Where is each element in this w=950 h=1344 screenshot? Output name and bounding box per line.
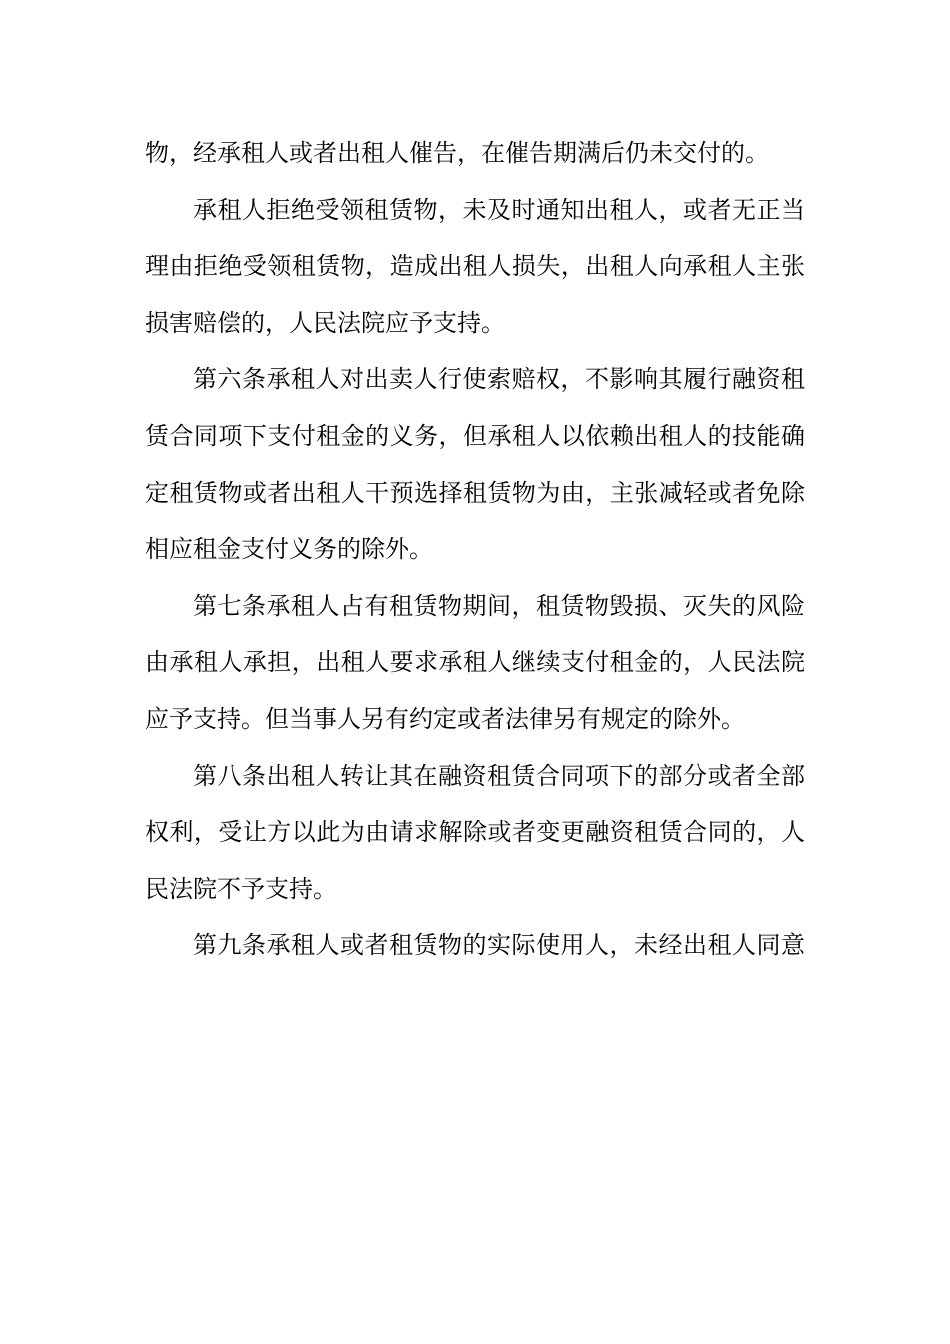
- text-line: 物，经承租人或者出租人催告，在催告期满后仍未交付的。: [145, 139, 769, 167]
- text-line: 应予支持。但当事人另有约定或者法律另有规定的除外。: [145, 704, 745, 733]
- text-line: 第六条承租人对出卖人行使索赔权，不影响其履行融资租: [193, 365, 805, 394]
- text-line: 定租赁物或者出租人干预选择租赁物为由，主张减轻或者免除: [145, 478, 805, 507]
- text-line: 相应租金支付义务的除外。: [145, 535, 433, 564]
- text-line: 第七条承租人占有租赁物期间，租赁物毁损、灭失的风险: [193, 591, 805, 620]
- text-line: 赁合同项下支付租金的义务，但承租人以依赖出租人的技能确: [145, 421, 805, 450]
- document-body: [145, 125, 805, 974]
- text-line: 权利，受让方以此为由请求解除或者变更融资租赁合同的，人: [145, 818, 805, 847]
- text-line: 由承租人承担，出租人要求承租人继续支付租金的，人民法院: [145, 648, 805, 677]
- text-line: 民法院不予支持。: [145, 874, 337, 903]
- text-line: 损害赔偿的，人民法院应予支持。: [145, 308, 505, 337]
- text-line: 承租人拒绝受领租赁物，未及时通知出租人，或者无正当: [193, 195, 805, 224]
- text-line: 理由拒绝受领租赁物，造成出租人损失，出租人向承租人主张: [145, 252, 805, 281]
- text-line: 第九条承租人或者租赁物的实际使用人，未经出租人同意: [193, 931, 805, 960]
- text-line: 第八条出租人转让其在融资租赁合同项下的部分或者全部: [193, 761, 805, 790]
